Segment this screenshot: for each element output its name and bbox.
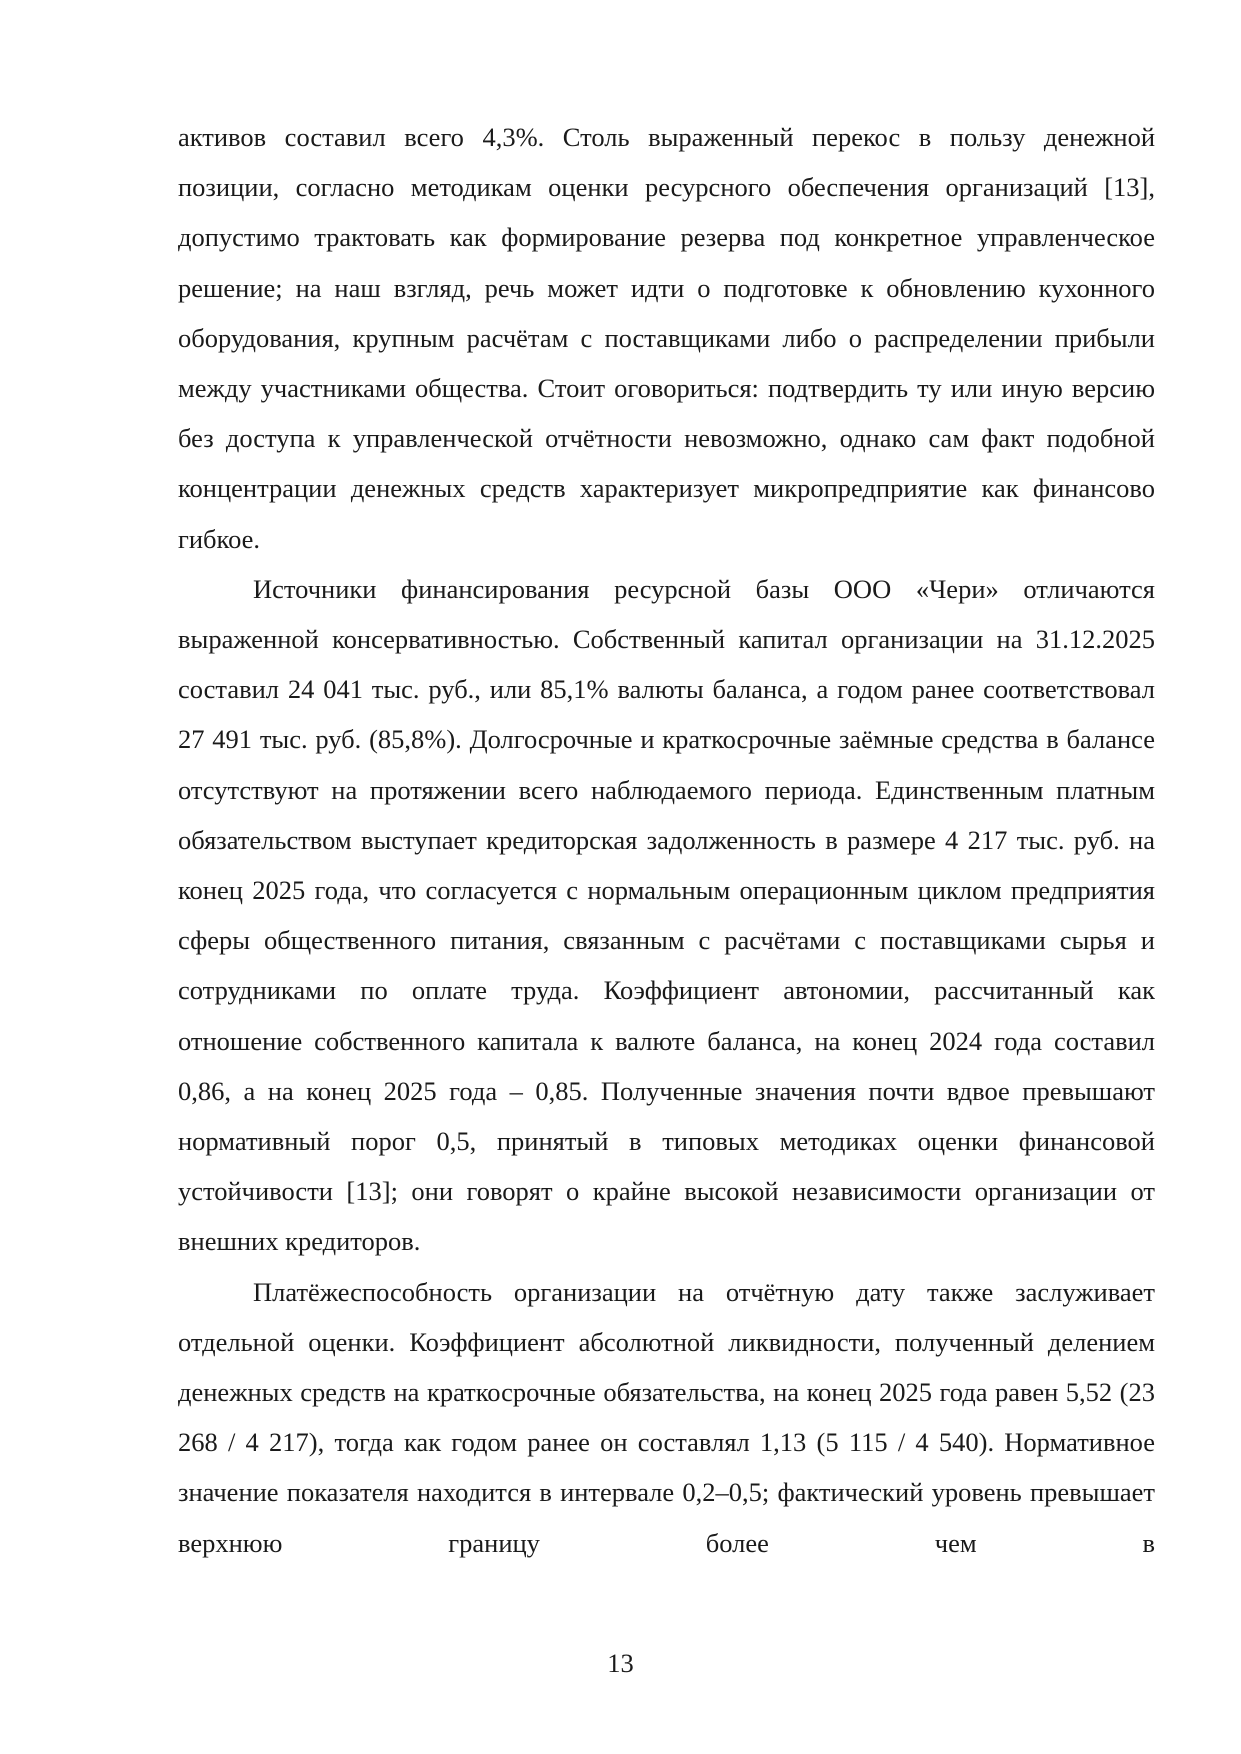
paragraph-continuation: активов составил всего 4,3%. Столь выраженный перекос в пользу денежной позиции, согласно методикам оценки ресурсного обеспечения организаций [13], допустимо трактовать как формирование резерва под конкретное управленческое решение; на наш взгляд, речь может идти о подготовке к обновлению кухонного оборудования, крупным расчётам с поставщиками либо о распределении прибыли между участниками общества. Стоит оговориться: подтвердить ту или иную версию без доступа к управленческой отчётности невозможно, однако сам факт подобной концентрации денежных средств характеризует микропредприятие как финансово гибкое. — [178, 122, 1155, 554]
paragraph-solvency: Платёжеспособность организации на отчётную дату также заслуживает отдельной оценки. Коэффициент абсолютной ликвидности, полученный делением денежных средств на краткосрочные обязательства, на конец 2025 года равен 5,52 (23 268 / 4 217), тогда как годом ранее он составлял 1,13 (5 115 / 4 540). Нормативное значение показателя находится в интервале 0,2–0,5; фактический уровень превышает верхнюю границу более чем в — [178, 1276, 1155, 1558]
document-body — [178, 112, 1155, 1568]
page-number: 13 — [607, 1648, 634, 1678]
paragraph-financing-sources: Источники финансирования ресурсной базы ООО «Чери» отличаются выраженной консервативностью. Собственный капитал организации на 31.12.2025 составил 24 041 тыс. руб., или 85,1% валюты баланса, а годом ранее соответствовал 27 491 тыс. руб. (85,8%). Долгосрочные и краткосрочные заёмные средства в балансе отсутствуют на протяжении всего наблюдаемого периода. Единственным платным обязательством выступает кредиторская задолженность в размере 4 217 тыс. руб. на конец 2025 года, что согласуется с нормальным операционным циклом предприятия сферы общественного питания, связанным с расчётами с поставщиками сырья и сотрудниками по оплате труда. Коэффициент автономии, рассчитанный как отношение собственного капитала к валюте баланса, на конец 2024 года составил 0,86, а на конец 2025 года – 0,85. Полученные значения почти вдвое превышают нормативный порог 0,5, принятый в типовых методиках оценки финансовой устойчивости [13]; они говорят о крайне высокой независимости организации от внешних кредиторов. — [178, 573, 1155, 1257]
